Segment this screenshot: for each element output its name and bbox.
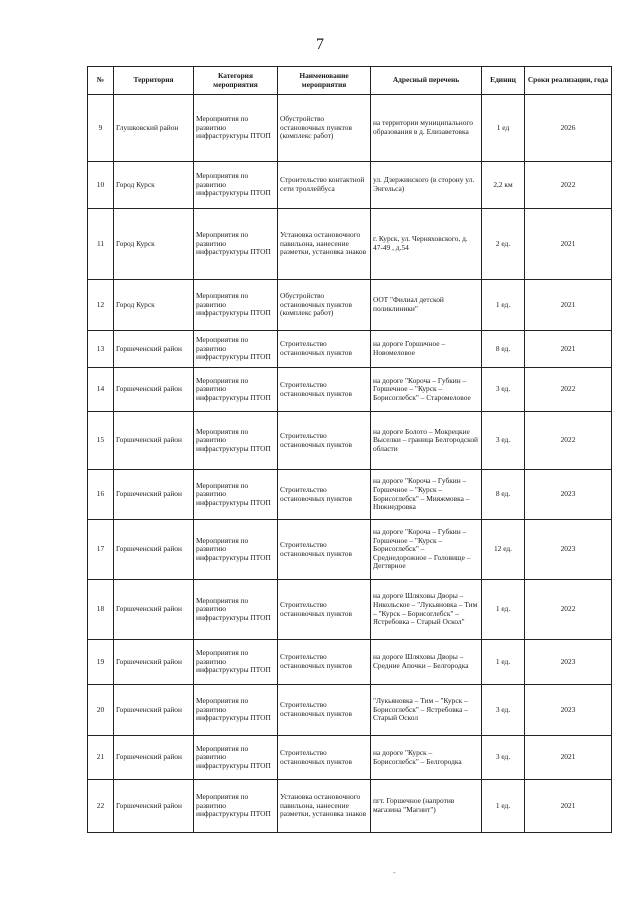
cell-year: 2022 (525, 412, 612, 470)
cell-category: Мероприятия по развитию инфраструктуры ПТОП (194, 412, 278, 470)
cell-name: Строительство остановочных пунктов (278, 470, 371, 520)
header-units: Единиц (482, 67, 525, 95)
cell-territory: Горшеченский район (114, 331, 194, 368)
cell-name: Обустройство остановочных пунктов (комплекс работ) (278, 95, 371, 162)
cell-year: 2021 (525, 736, 612, 780)
cell-territory: Горшеченский район (114, 580, 194, 640)
cell-name: Строительство контактной сети троллейбуса (278, 162, 371, 209)
cell-address: на дороге "Короча – Губкин – Горшечное – "Курск – Борисоглебск" – Старомеловое (371, 368, 482, 412)
cell-units: 8 ед. (482, 331, 525, 368)
footer-mark: - (393, 868, 396, 877)
cell-category: Мероприятия по развитию инфраструктуры ПТОП (194, 640, 278, 685)
cell-units: 1 ед. (482, 640, 525, 685)
cell-num: 9 (88, 95, 114, 162)
cell-num: 15 (88, 412, 114, 470)
cell-units: 1 ед. (482, 780, 525, 833)
cell-address: на дороге Горшечное – Новомеловое (371, 331, 482, 368)
cell-name: Строительство остановочных пунктов (278, 331, 371, 368)
cell-units: 1 ед (482, 95, 525, 162)
cell-address: пгт. Горшечное (напротив магазина "Магнит") (371, 780, 482, 833)
cell-num: 20 (88, 685, 114, 736)
page-number: 7 (316, 36, 324, 53)
cell-num: 17 (88, 520, 114, 580)
cell-num: 10 (88, 162, 114, 209)
cell-category: Мероприятия по развитию инфраструктуры ПТОП (194, 209, 278, 280)
cell-year: 2022 (525, 368, 612, 412)
cell-units: 3 ед. (482, 685, 525, 736)
table-row (88, 580, 612, 640)
cell-address: ООТ "Филиал детской поликлиники" (371, 280, 482, 331)
table-header-row (88, 67, 612, 95)
cell-territory: Глушковский район (114, 95, 194, 162)
cell-year: 2021 (525, 780, 612, 833)
cell-category: Мероприятия по развитию инфраструктуры ПТОП (194, 95, 278, 162)
cell-name: Установка остановочного павильона, нанесение разметки, установка знаков (278, 780, 371, 833)
cell-address: на дороге Шляховы Дворы – Никольское – "Лукьяновка – Тим – "Курск – Борисоглебск" – Ястребовка – Старый Оскол" (371, 580, 482, 640)
cell-category: Мероприятия по развитию инфраструктуры ПТОП (194, 520, 278, 580)
cell-year: 2023 (525, 520, 612, 580)
cell-year: 2023 (525, 470, 612, 520)
cell-address: "Лукьяновка – Тим – "Курск – Борисоглебск" – Ястребовка – Старый Оскол (371, 685, 482, 736)
cell-num: 22 (88, 780, 114, 833)
cell-address: на дороге Болото – Мокрецкие Выселки – граница Белгородской области (371, 412, 482, 470)
table-row (88, 331, 612, 368)
cell-category: Мероприятия по развитию инфраструктуры ПТОП (194, 470, 278, 520)
table-row (88, 780, 612, 833)
cell-territory: Горшеченский район (114, 640, 194, 685)
cell-year: 2022 (525, 162, 612, 209)
cell-name: Строительство остановочных пунктов (278, 580, 371, 640)
table-row (88, 412, 612, 470)
cell-num: 16 (88, 470, 114, 520)
cell-territory: Город Курск (114, 162, 194, 209)
cell-category: Мероприятия по развитию инфраструктуры ПТОП (194, 685, 278, 736)
table-row (88, 685, 612, 736)
cell-name: Установка остановочного павильона, нанесение разметки, установка знаков (278, 209, 371, 280)
cell-territory: Горшеченский район (114, 368, 194, 412)
cell-units: 1 ед. (482, 580, 525, 640)
cell-category: Мероприятия по развитию инфраструктуры ПТОП (194, 736, 278, 780)
cell-name: Строительство остановочных пунктов (278, 640, 371, 685)
table-row (88, 470, 612, 520)
cell-category: Мероприятия по развитию инфраструктуры ПТОП (194, 331, 278, 368)
cell-territory: Горшеченский район (114, 736, 194, 780)
table-row (88, 368, 612, 412)
cell-address: на дороге "Короча – Губкин – Горшечное – "Курск – Борисоглебск" – Среднедорожное – Головище – Дегтярное (371, 520, 482, 580)
cell-units: 2 ед. (482, 209, 525, 280)
table-row (88, 209, 612, 280)
cell-units: 8 ед. (482, 470, 525, 520)
cell-category: Мероприятия по развитию инфраструктуры ПТОП (194, 162, 278, 209)
cell-year: 2023 (525, 685, 612, 736)
header-territory: Территория (114, 67, 194, 95)
header-name: Наименование мероприятия (278, 67, 371, 95)
header-category: Категория мероприятия (194, 67, 278, 95)
header-address: Адресный перечень (371, 67, 482, 95)
cell-name: Строительство остановочных пунктов (278, 736, 371, 780)
table-row (88, 736, 612, 780)
table-row (88, 520, 612, 580)
cell-name: Строительство остановочных пунктов (278, 685, 371, 736)
cell-address: на дороге "Курск – Борисоглебск" – Белгородка (371, 736, 482, 780)
cell-year: 2026 (525, 95, 612, 162)
cell-num: 18 (88, 580, 114, 640)
cell-territory: Горшеченский район (114, 685, 194, 736)
table-row (88, 95, 612, 162)
cell-units: 1 ед. (482, 280, 525, 331)
cell-category: Мероприятия по развитию инфраструктуры ПТОП (194, 580, 278, 640)
cell-year: 2022 (525, 580, 612, 640)
cell-num: 12 (88, 280, 114, 331)
cell-category: Мероприятия по развитию инфраструктуры ПТОП (194, 368, 278, 412)
cell-num: 19 (88, 640, 114, 685)
cell-territory: Горшеченский район (114, 520, 194, 580)
cell-units: 12 ед. (482, 520, 525, 580)
cell-units: 3 ед. (482, 736, 525, 780)
cell-units: 3 ед. (482, 412, 525, 470)
cell-category: Мероприятия по развитию инфраструктуры ПТОП (194, 280, 278, 331)
cell-name: Строительство остановочных пунктов (278, 520, 371, 580)
cell-name: Обустройство остановочных пунктов (комплекс работ) (278, 280, 371, 331)
table-body (88, 95, 612, 833)
cell-year: 2021 (525, 209, 612, 280)
cell-year: 2023 (525, 640, 612, 685)
cell-num: 14 (88, 368, 114, 412)
cell-address: ул. Дзержинского (в сторону ул. Энгельса) (371, 162, 482, 209)
cell-address: на дороге "Короча – Губкин – Горшечное – "Курск – Борисоглебск" – Мияжмовка – Нижнедровка (371, 470, 482, 520)
table-row (88, 162, 612, 209)
cell-num: 11 (88, 209, 114, 280)
table-row (88, 280, 612, 331)
cell-territory: Горшеченский район (114, 412, 194, 470)
cell-category: Мероприятия по развитию инфраструктуры ПТОП (194, 780, 278, 833)
cell-units: 3 ед. (482, 368, 525, 412)
cell-address: на территории муниципального образования в д. Елизаветовка (371, 95, 482, 162)
cell-territory: Горшеченский район (114, 470, 194, 520)
cell-address: г. Курск, ул. Черняховского, д. 47-49 , д.54 (371, 209, 482, 280)
cell-year: 2021 (525, 280, 612, 331)
header-year: Сроки реализации, года (525, 67, 612, 95)
cell-year: 2021 (525, 331, 612, 368)
cell-name: Строительство остановочных пунктов (278, 368, 371, 412)
header-num: № (88, 67, 114, 95)
cell-name: Строительство остановочных пунктов (278, 412, 371, 470)
cell-units: 2,2 км (482, 162, 525, 209)
measures-table (87, 66, 612, 833)
cell-num: 13 (88, 331, 114, 368)
cell-territory: Город Курск (114, 209, 194, 280)
cell-territory: Город Курск (114, 280, 194, 331)
cell-territory: Горшеченский район (114, 780, 194, 833)
table-row (88, 640, 612, 685)
cell-num: 21 (88, 736, 114, 780)
cell-address: на дороге Шляховы Дворы – Средние Апочки – Белгородка (371, 640, 482, 685)
